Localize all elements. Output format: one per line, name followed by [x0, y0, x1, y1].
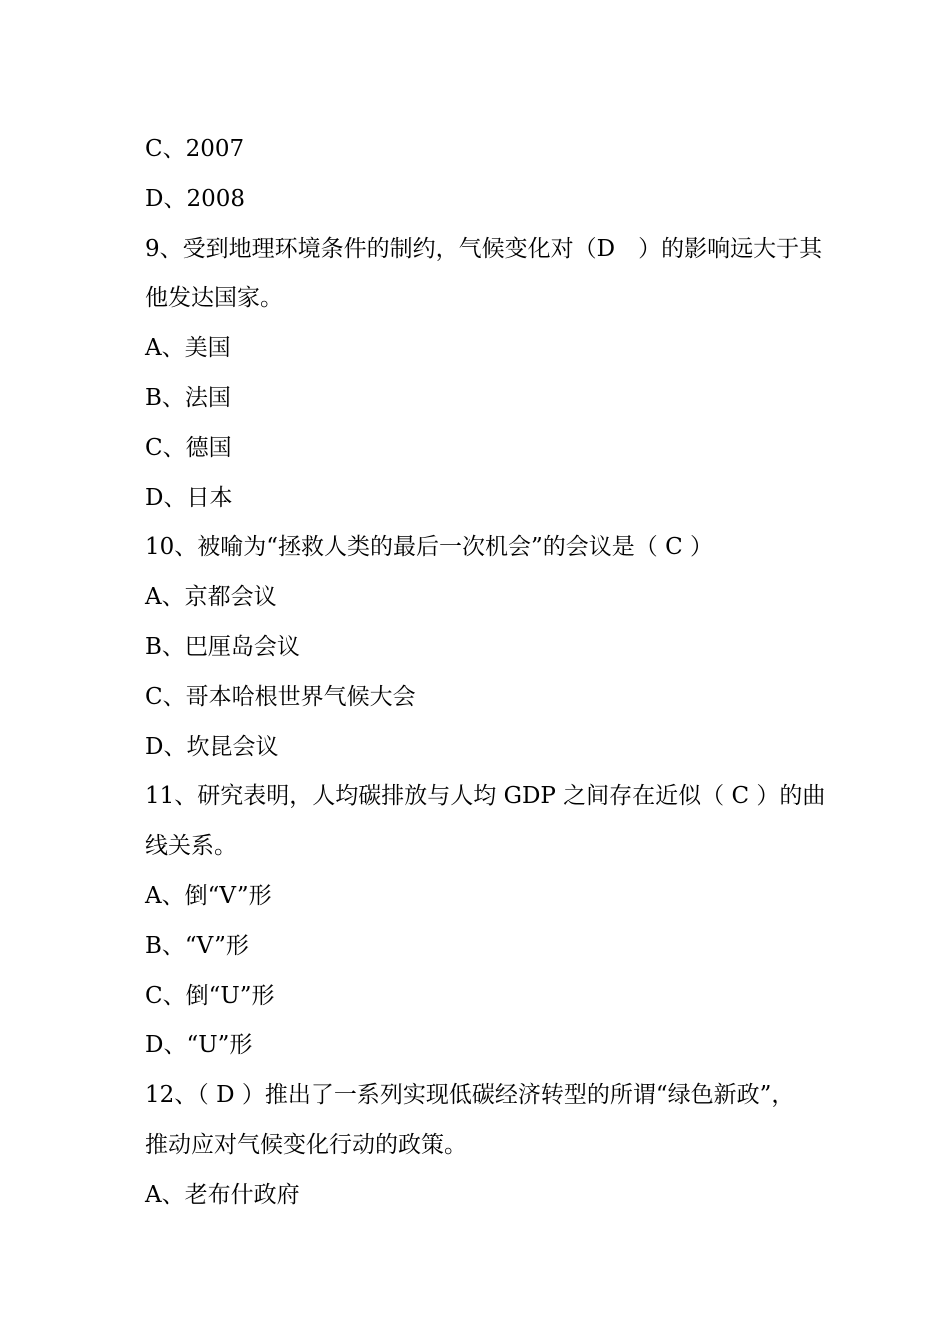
option-line: A、老布什政府	[145, 1181, 300, 1208]
question-line: 线关系。	[145, 833, 237, 860]
option-line: B、法国	[145, 384, 231, 411]
option-line: C、德国	[145, 434, 232, 461]
document-body	[145, 125, 835, 1221]
option-line: A、京都会议	[145, 584, 277, 611]
question-line: 12、（ D ）推出了一系列实现低碳经济转型的所谓“绿色新政”，	[145, 1082, 795, 1109]
option-line: C、哥本哈根世界气候大会	[145, 683, 416, 710]
option-line: D、日本	[145, 484, 233, 511]
question-line: 他发达国家。	[145, 285, 283, 312]
option-line: A、倒“V”形	[145, 882, 272, 909]
option-line: D、坎昆会议	[145, 733, 279, 760]
question-line: 10、被喻为“拯救人类的最后一次机会”的会议是（ C ）	[145, 534, 714, 561]
question-line: 9、受到地理环境条件的制约，气候变化对（D ）的影响远大于其	[145, 235, 823, 262]
option-line: C、2007	[145, 136, 245, 162]
option-line: B、巴厘岛会议	[145, 633, 300, 660]
option-line: A、美国	[145, 335, 231, 362]
option-line: D、2008	[145, 185, 245, 212]
question-line: 推动应对气候变化行动的政策。	[145, 1131, 467, 1158]
option-line: C、倒“U”形	[145, 982, 275, 1009]
option-line: B、“V”形	[145, 932, 249, 959]
option-line: D、“U”形	[145, 1032, 253, 1059]
question-line: 11、研究表明，人均碳排放与人均 GDP 之间存在近似（ C ）的曲	[145, 783, 826, 810]
